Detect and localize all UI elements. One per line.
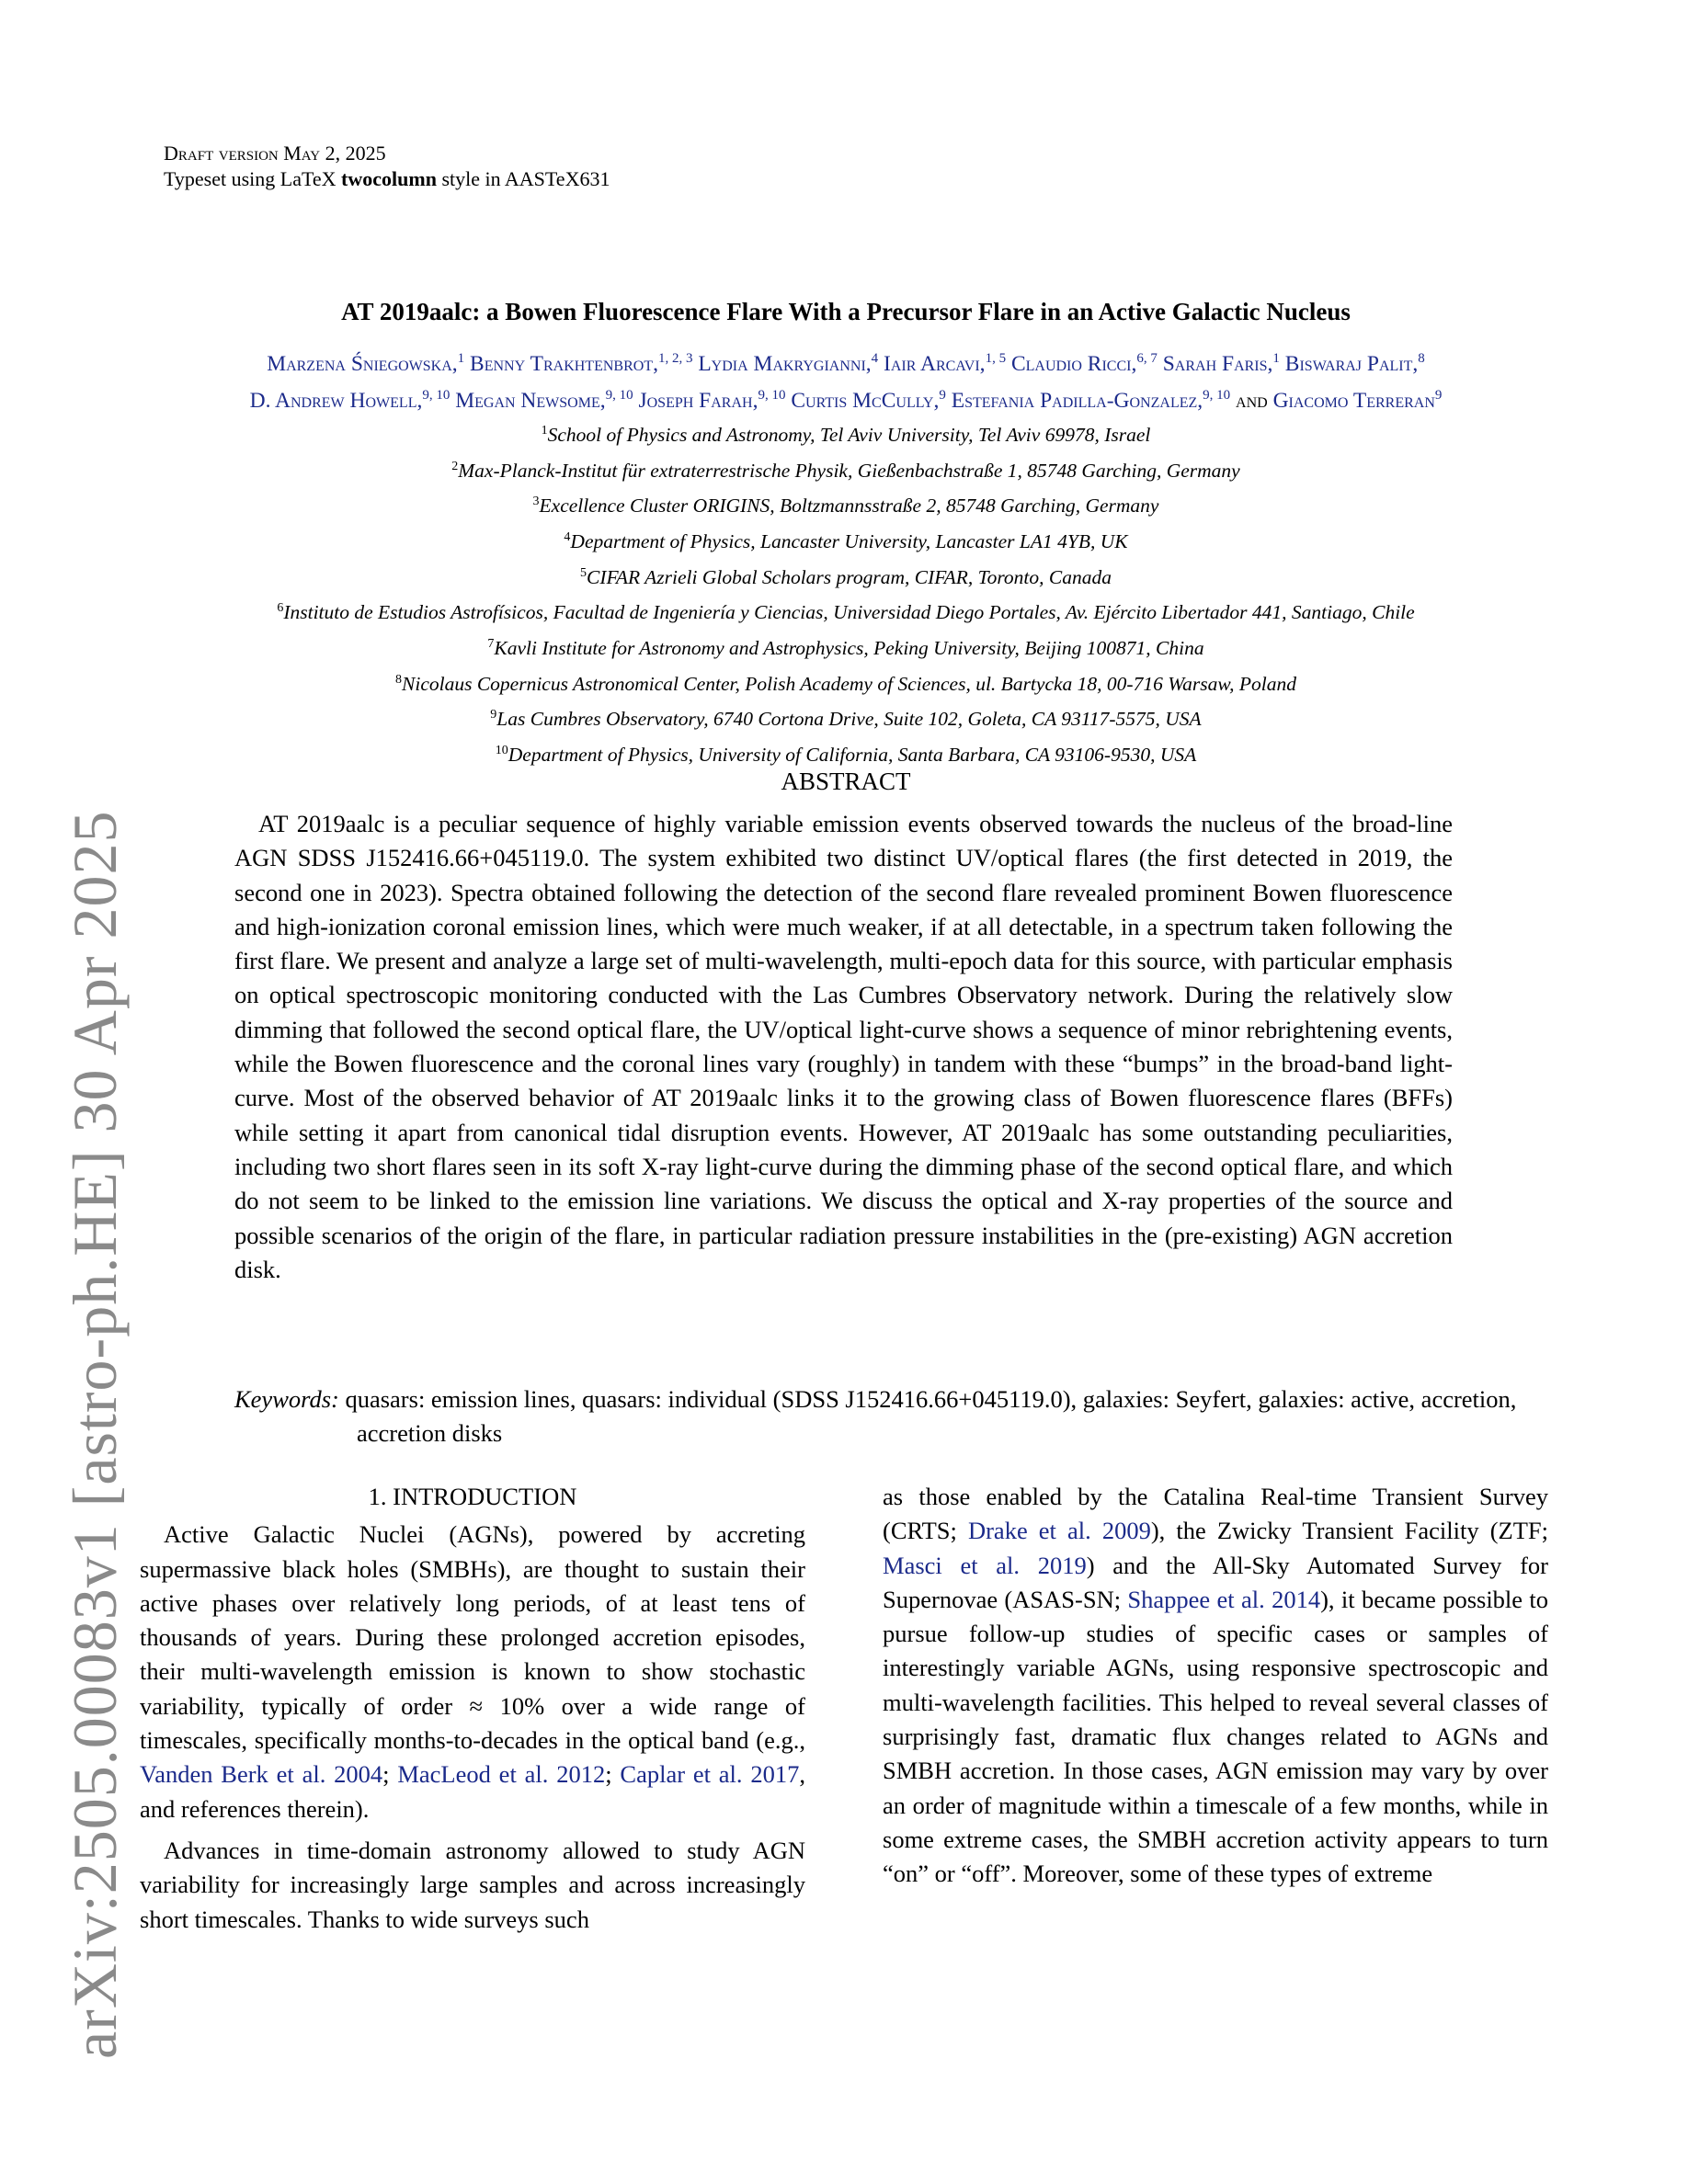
typeset-prefix: Typeset using [164,167,276,190]
affiliation: $^1$School of Physics and Astronomy, Tel Aviv University, Tel Aviv 69978, Israel [541,424,1151,447]
author-link[interactable]: D. Andrew Howell,$^{9, 10}$ [249,387,451,413]
citation-link[interactable]: Masci et al. 2019 [883,1551,1087,1579]
keywords-text: quasars: emission lines, quasars: individual (SDSS J152416.66+045119.0), galaxies: Seyfert, galaxies: active, accretion, accretion disks [345,1385,1517,1448]
intro-paragraph-2-text: ) and the All-Sky Automated Survey for Supernovae (ASAS-SN; [883,1551,1549,1613]
column-right [883,1480,1548,1899]
affiliation-list [110,415,1581,771]
affiliation: $^7$Kavli Institute for Astronomy and Astrophysics, Peking University, Beijing 100871, China [487,636,1204,660]
keywords-label: Keywords: [234,1385,339,1413]
citation-link[interactable]: Caplar et al. 2017 [620,1760,800,1789]
author-link[interactable]: Megan Newsome,$^{9, 10}$ [455,387,633,413]
intro-paragraph-2-text: as those enabled by the Catalina Real-time Transient Survey (CRTS; [883,1483,1548,1545]
draft-label: Draft version [164,142,279,165]
abstract-text: AT 2019aalc is a peculiar sequence of highly variable emission events observed towards the nucleus of the broad-line AGN SDSS J152416.66+045119.0. The system exhibited two distinct UV/optical flares (the first detected in 2019, the second one in 2023). Spectra obtained following the detection of the second flare revealed prominent Bowen fluorescence and high-ionization coronal emission lines, which were much weaker, if at all detectable, in a spectrum taken following the first flare. We present and analyze a large set of multi-wavelength, multi-epoch data for this source, with particular emphasis on optical spectroscopic monitoring conducted with the Las Cumbres Observatory network. During the relatively slow dimming that followed the second optical flare, the UV/optical light-curve shows a sequence of minor rebrightening events, while the Bowen fluorescence and the coronal lines vary (roughly) in tandem with these “bumps” in the broad-band light-curve. Most of the observed behavior of AT 2019aalc links it to the growing class of Bowen fluorescence flares (BFFs) while setting it apart from canonical tidal disruption events. However, AT 2019aalc has some outstanding peculiarities, including two short flares seen in its soft X-ray light-curve during the dimming phase of the second optical flare, and which do not seem to be linked to the emission line variations. We discuss the optical and X-ray properties of the source and possible scenarios of the origin of the flare, in particular radiation pressure instabilities in the (pre-existing) AGN accretion disk. [234,810,1453,1283]
affiliation: $^2$Max-Planck-Institut für extraterrestrische Physik, Gießenbachstraße 1, 85748 Garching, Germany [451,459,1240,482]
citation-link[interactable]: Shappee et al. 2014 [1127,1585,1321,1613]
author-link[interactable]: Giacomo Terreran$^9$ [1272,387,1443,413]
author-link[interactable]: Lydia Makrygianni,$^4$ [698,351,879,376]
author-link[interactable]: Benny Trakhtenbrot,$^{1, 2, 3}$ [470,351,693,376]
paper-title: AT 2019aalc: a Bowen Fluorescence Flare With a Precursor Flare in an Active Galactic Nucleus [341,298,1351,325]
keywords [234,1382,1575,1451]
column-left [140,1480,805,1944]
affiliation: $^{10}$Department of Physics, University of California, Santa Barbara, CA 93106-9530, USA [495,743,1197,767]
affiliation: $^9$Las Cumbres Observatory, 6740 Cortona Drive, Suite 102, Goleta, CA 93117-5575, USA [490,708,1202,731]
intro-paragraph-2-continued [883,1480,1548,1892]
author-link[interactable]: Claudio Ricci,$^{6, 7}$ [1010,351,1158,376]
style-name: twocolumn [341,167,437,190]
page-header [164,141,610,192]
affiliation: $^5$CIFAR Azrieli Global Scholars program, CIFAR, Toronto, Canada [580,565,1112,588]
citation-link[interactable]: MacLeod et al. 2012 [397,1760,606,1789]
author-link[interactable]: Sarah Faris,$^1$ [1162,351,1280,376]
intro-paragraph-2-text: ), the Zwicky Transient Facility (ZTF; [1150,1517,1549,1545]
author-link[interactable]: Marzena Śniegowska,$^1$ [267,351,465,376]
affiliation: $^4$Department of Physics, Lancaster University, Lancaster LA1 4YB, UK [564,529,1128,553]
author-link[interactable]: Estefania Padilla-Gonzalez,$^{9, 10}$ [951,387,1231,413]
citation-link[interactable]: Drake et al. 2009 [967,1517,1151,1545]
author-link[interactable]: Curtis McCully,$^9$ [791,387,946,413]
author-link[interactable]: Joseph Farah,$^{9, 10}$ [638,387,786,413]
affiliation: $^6$Instituto de Estudios Astrofísicos, Facultad de Ingeniería y Ciencias, Universidad Diego Portales, Av. Ejército Libertador 441, Santiago, Chile [277,601,1415,624]
affiliation: $^8$Nicolaus Copernicus Astronomical Center, Polish Academy of Sciences, ul. Bartycka 18, 00-716 Warsaw, Poland [395,672,1296,695]
style-suffix: style in AASTeX631 [441,167,610,190]
intro-paragraph-2-text: ), it became possible to pursue follow-up studies of specific cases or samples of interestingly variable AGNs, using responsive spectroscopic and multi-wavelength facilities. This helped to reveal several classes of surprisingly fast, dramatic flux changes related to AGNs and SMBH accretion. In those cases, AGN emission may vary by over an order of magnitude within a timescale of a few months, while in some extreme cases, the SMBH accretion activity appears to turn “on” or “off”. Moreover, some of these types of extreme [883,1585,1549,1888]
author-conjunction: and [1236,388,1268,413]
author-link[interactable]: Biswaraj Palit,$^8$ [1284,351,1425,376]
author-list [110,343,1581,416]
intro-paragraph-2-text: Advances in time-domain astronomy allowed to study AGN variability for increasingly large samples and across increasingly short timescales. Thanks to wide surveys such [140,1836,805,1933]
latex-logo: LaTeX [279,167,336,190]
draft-date: May 2, 2025 [283,142,386,165]
intro-paragraph-1: Active Galactic Nuclei (AGNs), powered by accreting supermassive black holes (SMBHs), are thought to sustain their active phases over relatively long periods, of at least tens of thousands of years. During these prolonged accretion episodes, their multi-wavelength emission is known to show stochastic variability, typically of order ≈ 10% over a wide range of timescales, specifically months-to-decades in the optical band (e.g., Vanden Berk et al. 2004; MacLeod et al. 2012; Caplar et al. 2017, and references therein). [140,1520,805,1823]
arxiv-side-stamp: arXiv:2505.00083v1 [astro-ph.HE] 30 Apr 2025 [60,810,130,2059]
intro-paragraph-2 [140,1834,805,1937]
citation-link[interactable]: Vanden Berk et al. 2004 [140,1760,383,1789]
affiliation: $^3$Excellence Cluster ORIGINS, Boltzmannsstraße 2, 85748 Garching, Germany [532,495,1159,518]
author-link[interactable]: Iair Arcavi,$^{1, 5}$ [884,351,1007,376]
abstract-heading: ABSTRACT [781,768,911,795]
section-heading-introduction: 1. INTRODUCTION [368,1483,577,1510]
